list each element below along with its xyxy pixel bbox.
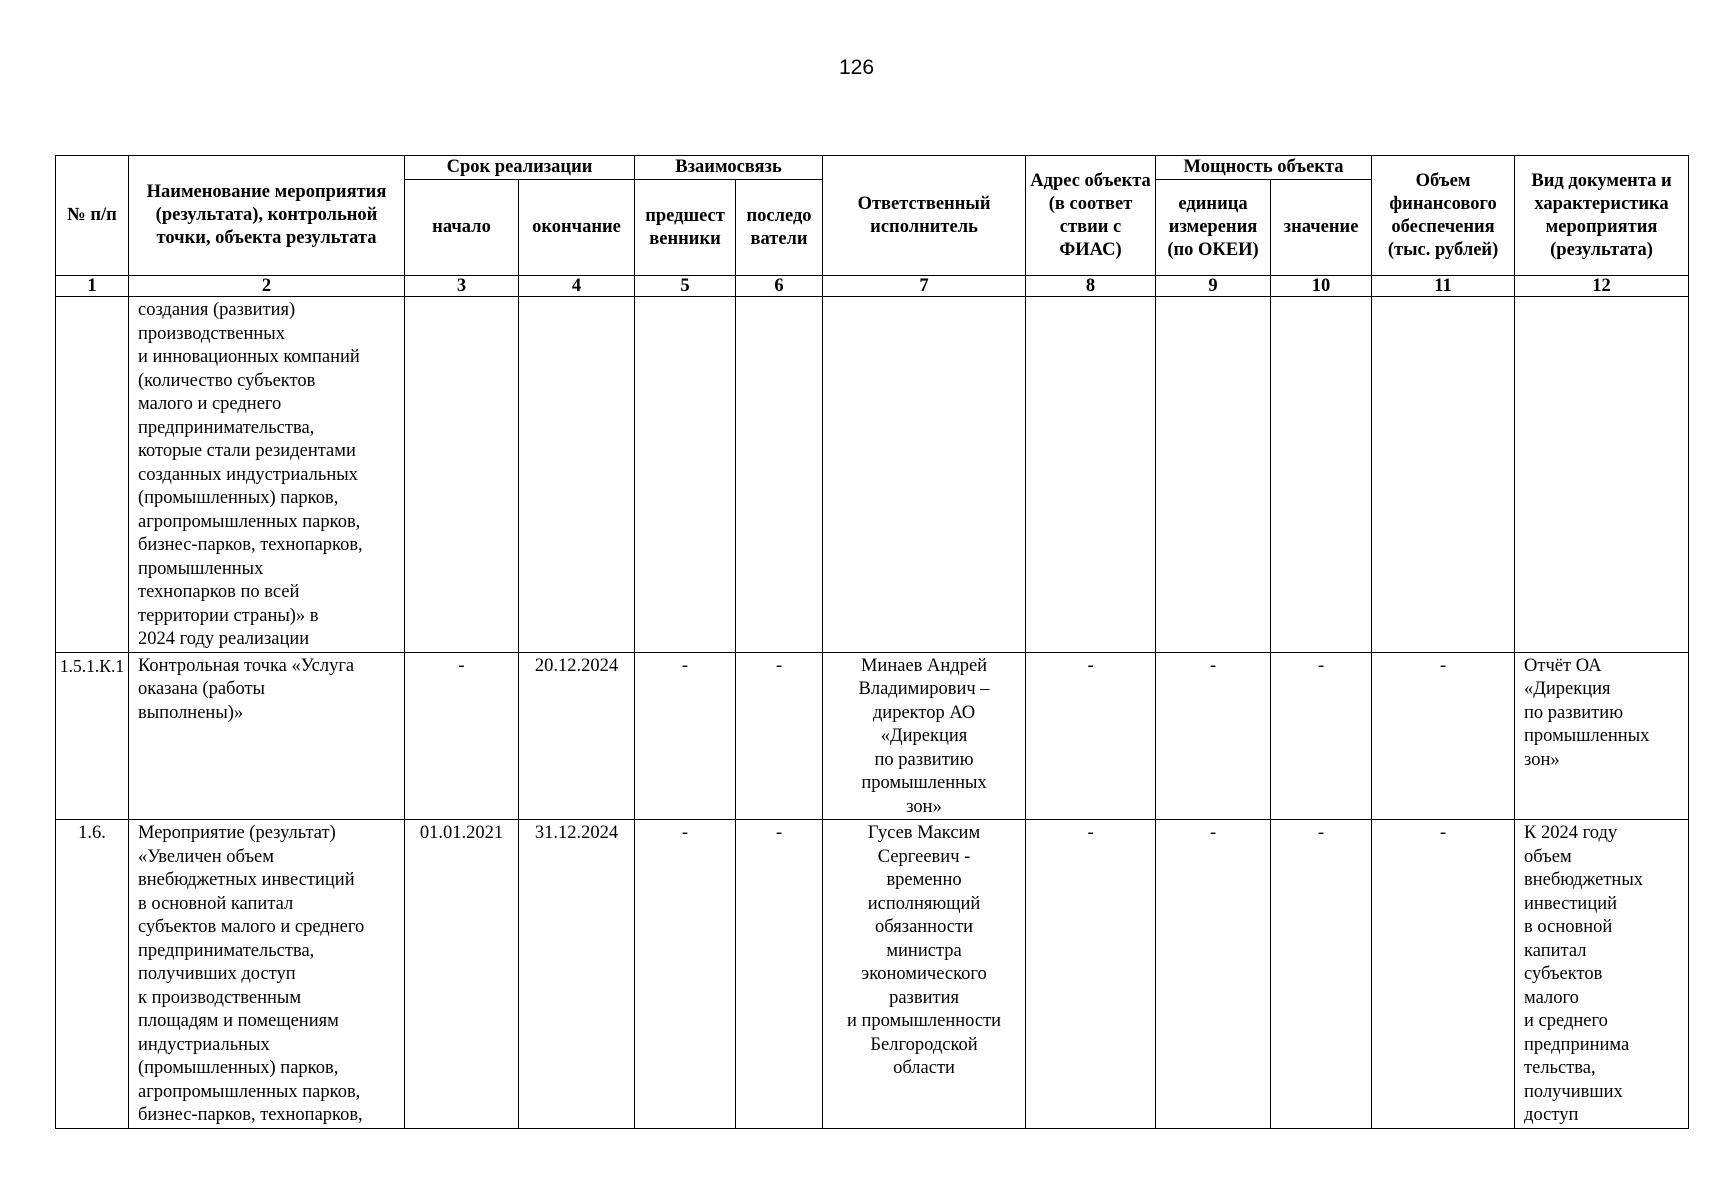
plan-table [55,155,1689,1129]
row-predecessors: - [635,652,736,820]
table-row [56,820,1689,1129]
row-value: - [1271,820,1372,1129]
header-predecessors: предшест венники [635,180,736,276]
column-number: 3 [405,276,519,297]
row-start: 01.01.2021 [405,820,519,1129]
header-unit: единица измерения (по ОКЕИ) [1156,180,1271,276]
row-number [56,297,129,653]
table-row [56,297,1689,653]
header-responsible: Ответственный исполнитель [823,156,1026,276]
row-address: - [1026,820,1156,1129]
column-number: 12 [1515,276,1689,297]
column-number: 8 [1026,276,1156,297]
table-row [56,652,1689,820]
row-document: К 2024 году объем внебюджетных инвестиций в основной капитал субъектов малого и среднего предпринима тельства, получивших доступ [1515,820,1689,1129]
header-start: начало [405,180,519,276]
column-number: 7 [823,276,1026,297]
row-predecessors [635,297,736,653]
row-finance: - [1372,652,1515,820]
row-finance: - [1372,820,1515,1129]
header-value: значение [1271,180,1372,276]
column-number: 2 [129,276,405,297]
row-address [1026,297,1156,653]
page-number: 126 [838,56,875,79]
column-number: 5 [635,276,736,297]
column-numbers-row [56,276,1689,297]
column-number: 10 [1271,276,1372,297]
row-end: 20.12.2024 [519,652,635,820]
row-value: - [1271,652,1372,820]
row-name: Мероприятие (результат) «Увеличен объем внебюджетных инвестиций в основной капитал субъектов малого и среднего предпринимательства, получивших доступ к производственным площадям и помещениям индустриальных (промышленных) парков, агропромышленных парков, бизнес-парков, технопарков, [129,820,405,1129]
column-number: 4 [519,276,635,297]
row-responsible [823,297,1026,653]
header-finance: Объем финансового обеспечения (тыс. рублей) [1372,156,1515,276]
row-end: 31.12.2024 [519,820,635,1129]
column-number: 6 [736,276,823,297]
row-responsible: Гусев Максим Сергеевич - временно исполняющий обязанности министра экономического развития и промышленности Белгородской области [823,820,1026,1129]
row-unit: - [1156,820,1271,1129]
header-end: окончание [519,180,635,276]
header-link-group: Взаимосвязь [635,156,823,180]
row-responsible: Минаев Андрей Владимирович – директор АО «Дирекция по развитию промышленных зон» [823,652,1026,820]
column-number: 1 [56,276,129,297]
row-address: - [1026,652,1156,820]
row-successors: - [736,820,823,1129]
header-address: Адрес объекта (в соответ ствии с ФИАС) [1026,156,1156,276]
header-name: Наименование мероприятия (результата), контрольной точки, объекта результата [129,156,405,276]
row-number: 1.6. [56,820,129,1129]
row-successors [736,297,823,653]
row-name: Контрольная точка «Услуга оказана (работы выполнены)» [129,652,405,820]
header-term-group: Срок реализации [405,156,635,180]
row-finance [1372,297,1515,653]
header-document: Вид документа и характеристика мероприятия (результата) [1515,156,1689,276]
row-document [1515,297,1689,653]
header-number: № п/п [56,156,129,276]
row-end [519,297,635,653]
header-power-group: Мощность объекта [1156,156,1372,180]
row-document: Отчёт ОА «Дирекция по развитию промышленных зон» [1515,652,1689,820]
header-successors: последо ватели [736,180,823,276]
row-unit [1156,297,1271,653]
column-number: 9 [1156,276,1271,297]
row-start [405,297,519,653]
row-start: - [405,652,519,820]
row-predecessors: - [635,820,736,1129]
column-number: 11 [1372,276,1515,297]
row-successors: - [736,652,823,820]
row-unit: - [1156,652,1271,820]
row-value [1271,297,1372,653]
row-name: создания (развития) производственных и инновационных компаний (количество субъектов малого и среднего предпринимательства, которые стали резидентами созданных индустриальных (промышленных) парков, агропромышленных парков, бизнес-парков, технопарков, промышленных технопарков по всей территории страны)» в 2024 году реализации [129,297,405,653]
row-number: 1.5.1.К.1 [56,652,129,820]
